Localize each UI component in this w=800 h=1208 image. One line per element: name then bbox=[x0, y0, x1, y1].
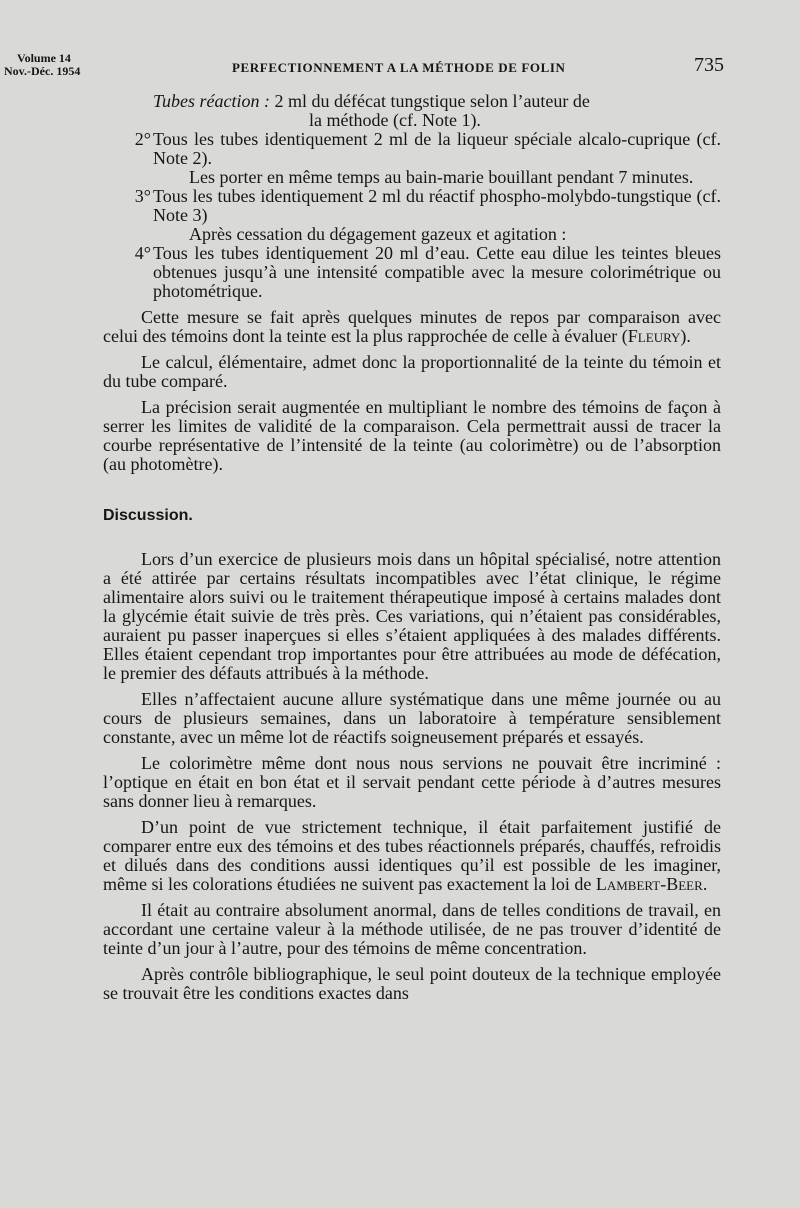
issue-date: Nov.-Déc. 1954 bbox=[4, 64, 81, 78]
step-4-text: Tous les tubes identiquement 20 ml d’eau. Cette eau dilue les teintes bleues obtenues jusqu’à une intensité compatible avec la mesure colorimétrique ou photométrique. bbox=[153, 243, 721, 301]
step-2-number: 2° bbox=[134, 129, 151, 149]
step-2 bbox=[103, 130, 721, 187]
running-title: PERFECTIONNEMENT A LA MÉTHODE DE FOLIN bbox=[232, 60, 566, 75]
step-4-number: 4° bbox=[134, 243, 151, 263]
discussion-paragraph-1: Lors d’un exercice de plusieurs mois dans un hôpital spécialisé, notre attention a été attirée par certains résultats incompatibles avec l’état clinique, le régime alimentaire alors suivi ou le traitement thérapeutique imposé à certains malades dont la glycémie était suivie de très près. Ces variations, qui n’étaient pas considérables, auraient pu passer inaperçues si elles s’étaient appliquées à des malades différents. Elles étaient cependant trop importantes pour être attribuées au mode de défécation, le premier des défauts attribués à la méthode. bbox=[103, 549, 721, 683]
discussion-paragraph-4-text: D’un point de vue strictement technique, il était parfaitement justifié de comparer entre eux des témoins et des tubes réactionnels préparés, chauffés, refroidis et dilués dans des conditions aussi identiques qu’il est possible de les imaginer, même si les colorations étudiées ne suivent pas exactement la loi de bbox=[103, 817, 721, 894]
journal-volume-info bbox=[4, 52, 80, 78]
tubes-reaction-text-2: la méthode (cf. Note 1). bbox=[309, 110, 481, 130]
paragraph-mesure-end: ). bbox=[680, 326, 691, 346]
step-3-text: Tous les tubes identiquement 2 ml du réactif phospho-molybdo-tungstique (cf. Note 3) bbox=[153, 186, 721, 225]
tubes-reaction-text-1: 2 ml du défécat tungstique selon l’auteur de bbox=[274, 91, 590, 111]
step-3 bbox=[103, 187, 721, 244]
step-2-subtext: Les porter en même temps au bain-marie bouillant pendant 7 minutes. bbox=[189, 167, 694, 187]
discussion-paragraph-4-end: . bbox=[702, 874, 708, 894]
tubes-reaction-label: Tubes réaction : bbox=[153, 91, 270, 111]
discussion-paragraph-2: Elles n’affectaient aucune allure systématique dans une même journée ou au cours de plusieurs semaines, dans un laboratoire à température sensiblement constante, avec un même lot de réactifs soigneusement préparés et essayés. bbox=[103, 689, 721, 747]
paragraph-mesure-text: Cette mesure se fait après quelques minutes de repos par comparaison avec celui des témoins dont la teinte est la plus rapprochée de celle à évaluer ( bbox=[103, 307, 721, 346]
discussion-paragraph-3: Le colorimètre même dont nous nous servions ne pouvait être incriminé : l’optique en était en bon état et il servait pendant cette période à d’autres mesures sans donner lieu à remarques. bbox=[103, 753, 721, 811]
step-3-number: 3° bbox=[134, 186, 151, 206]
discussion-paragraph-6: Après contrôle bibliographique, le seul point douteux de la technique employée se trouvait être les conditions exactes dans bbox=[103, 964, 721, 1003]
step-tubes-reaction bbox=[103, 92, 721, 130]
volume-label: Volume 14 bbox=[17, 51, 71, 65]
section-heading-discussion: Discussion. bbox=[103, 507, 193, 524]
author-lambert-beer: Lambert-Beer bbox=[595, 874, 703, 894]
paragraph-calcul: Le calcul, élémentaire, admet donc la proportionnalité de la teinte du témoin et du tube comparé. bbox=[103, 352, 721, 391]
paragraph-mesure bbox=[103, 308, 721, 346]
step-3-subtext: Après cessation du dégagement gazeux et agitation : bbox=[189, 224, 567, 244]
discussion-paragraph-5: Il était au contraire absolument anormal, dans de telles conditions de travail, en accordant une certaine valeur à la méthode utilisée, de ne pas trouver d’identité de teinte d’un jour à l’autre, pour des témoins de même concentration. bbox=[103, 900, 721, 958]
paragraph-precision: La précision serait augmentée en multipliant le nombre des témoins de façon à serrer les limites de validité de la comparaison. Cela permettrait aussi de tracer la courbe représentative de l’intensité de la teinte (au colorimètre) ou de l’absorption (au photomètre). bbox=[103, 397, 721, 474]
discussion-paragraph-4 bbox=[103, 818, 721, 894]
step-2-text: Tous les tubes identiquement 2 ml de la liqueur spéciale alcalo-cuprique (cf. Note 2). bbox=[153, 129, 721, 168]
page-number: 735 bbox=[694, 54, 724, 76]
author-fleury: Fleury bbox=[627, 326, 681, 346]
body-text bbox=[103, 92, 721, 1003]
step-4 bbox=[103, 244, 721, 301]
